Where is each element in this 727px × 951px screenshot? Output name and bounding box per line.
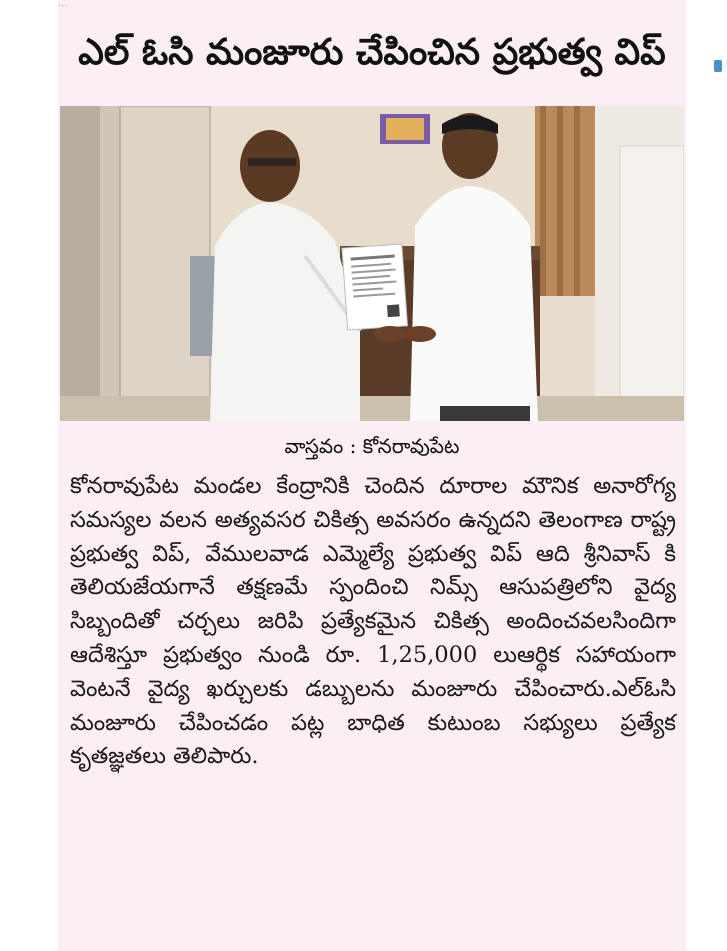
cut-off-text: ... xyxy=(58,0,68,9)
news-photo xyxy=(60,106,684,421)
article-body xyxy=(70,470,676,774)
adjacent-color-mark xyxy=(714,60,722,72)
article-paragraph: కోనరావుపేట మండల కేంద్రానికి చెందిన దూరాల మౌనిక అనారోగ్య సమస్యల వలన అత్యవసర చికిత్స అవసరం ఉన్నదని తెలంగాణ రాష్ట్ర ప్రభుత్వ విప్, వేములవాడ ఎమ్మెల్యే ప్రభుత్వ విప్ ఆది శ్రీనివాస్ కి తెలియజేయగానే తక్షణమే స్పందించి నిమ్స్ ఆసుపత్రిలోని వైద్య సిబ్బందితో చర్చలు జరిపి ప్రత్యేకమైన చికిత్స అందించవలసిందిగా ఆదేశిస్తూ ప్రభుత్వం నుండి రూ. 1,25,000 లుఆర్థిక సహాయంగా వెంటనే వైద్య ఖర్చులకు డబ్బులను మంజూరు చేపించారు.ఎల్ఓసి మంజూరు చేపించడం పట్ల బాధిత కుటుంబ సభ్యులు ప్రత్యేక కృతజ్ఞతలు తెలిపారు. xyxy=(70,473,676,770)
dateline: వాస్తవం : కోనరావుపేట xyxy=(284,434,460,458)
adjacent-column-edge xyxy=(704,0,727,951)
cut-off-text-strip xyxy=(58,0,686,14)
headline: ఎల్ ఓసి మంజూరు చేపించిన ప్రభుత్వ విప్ xyxy=(78,32,666,73)
